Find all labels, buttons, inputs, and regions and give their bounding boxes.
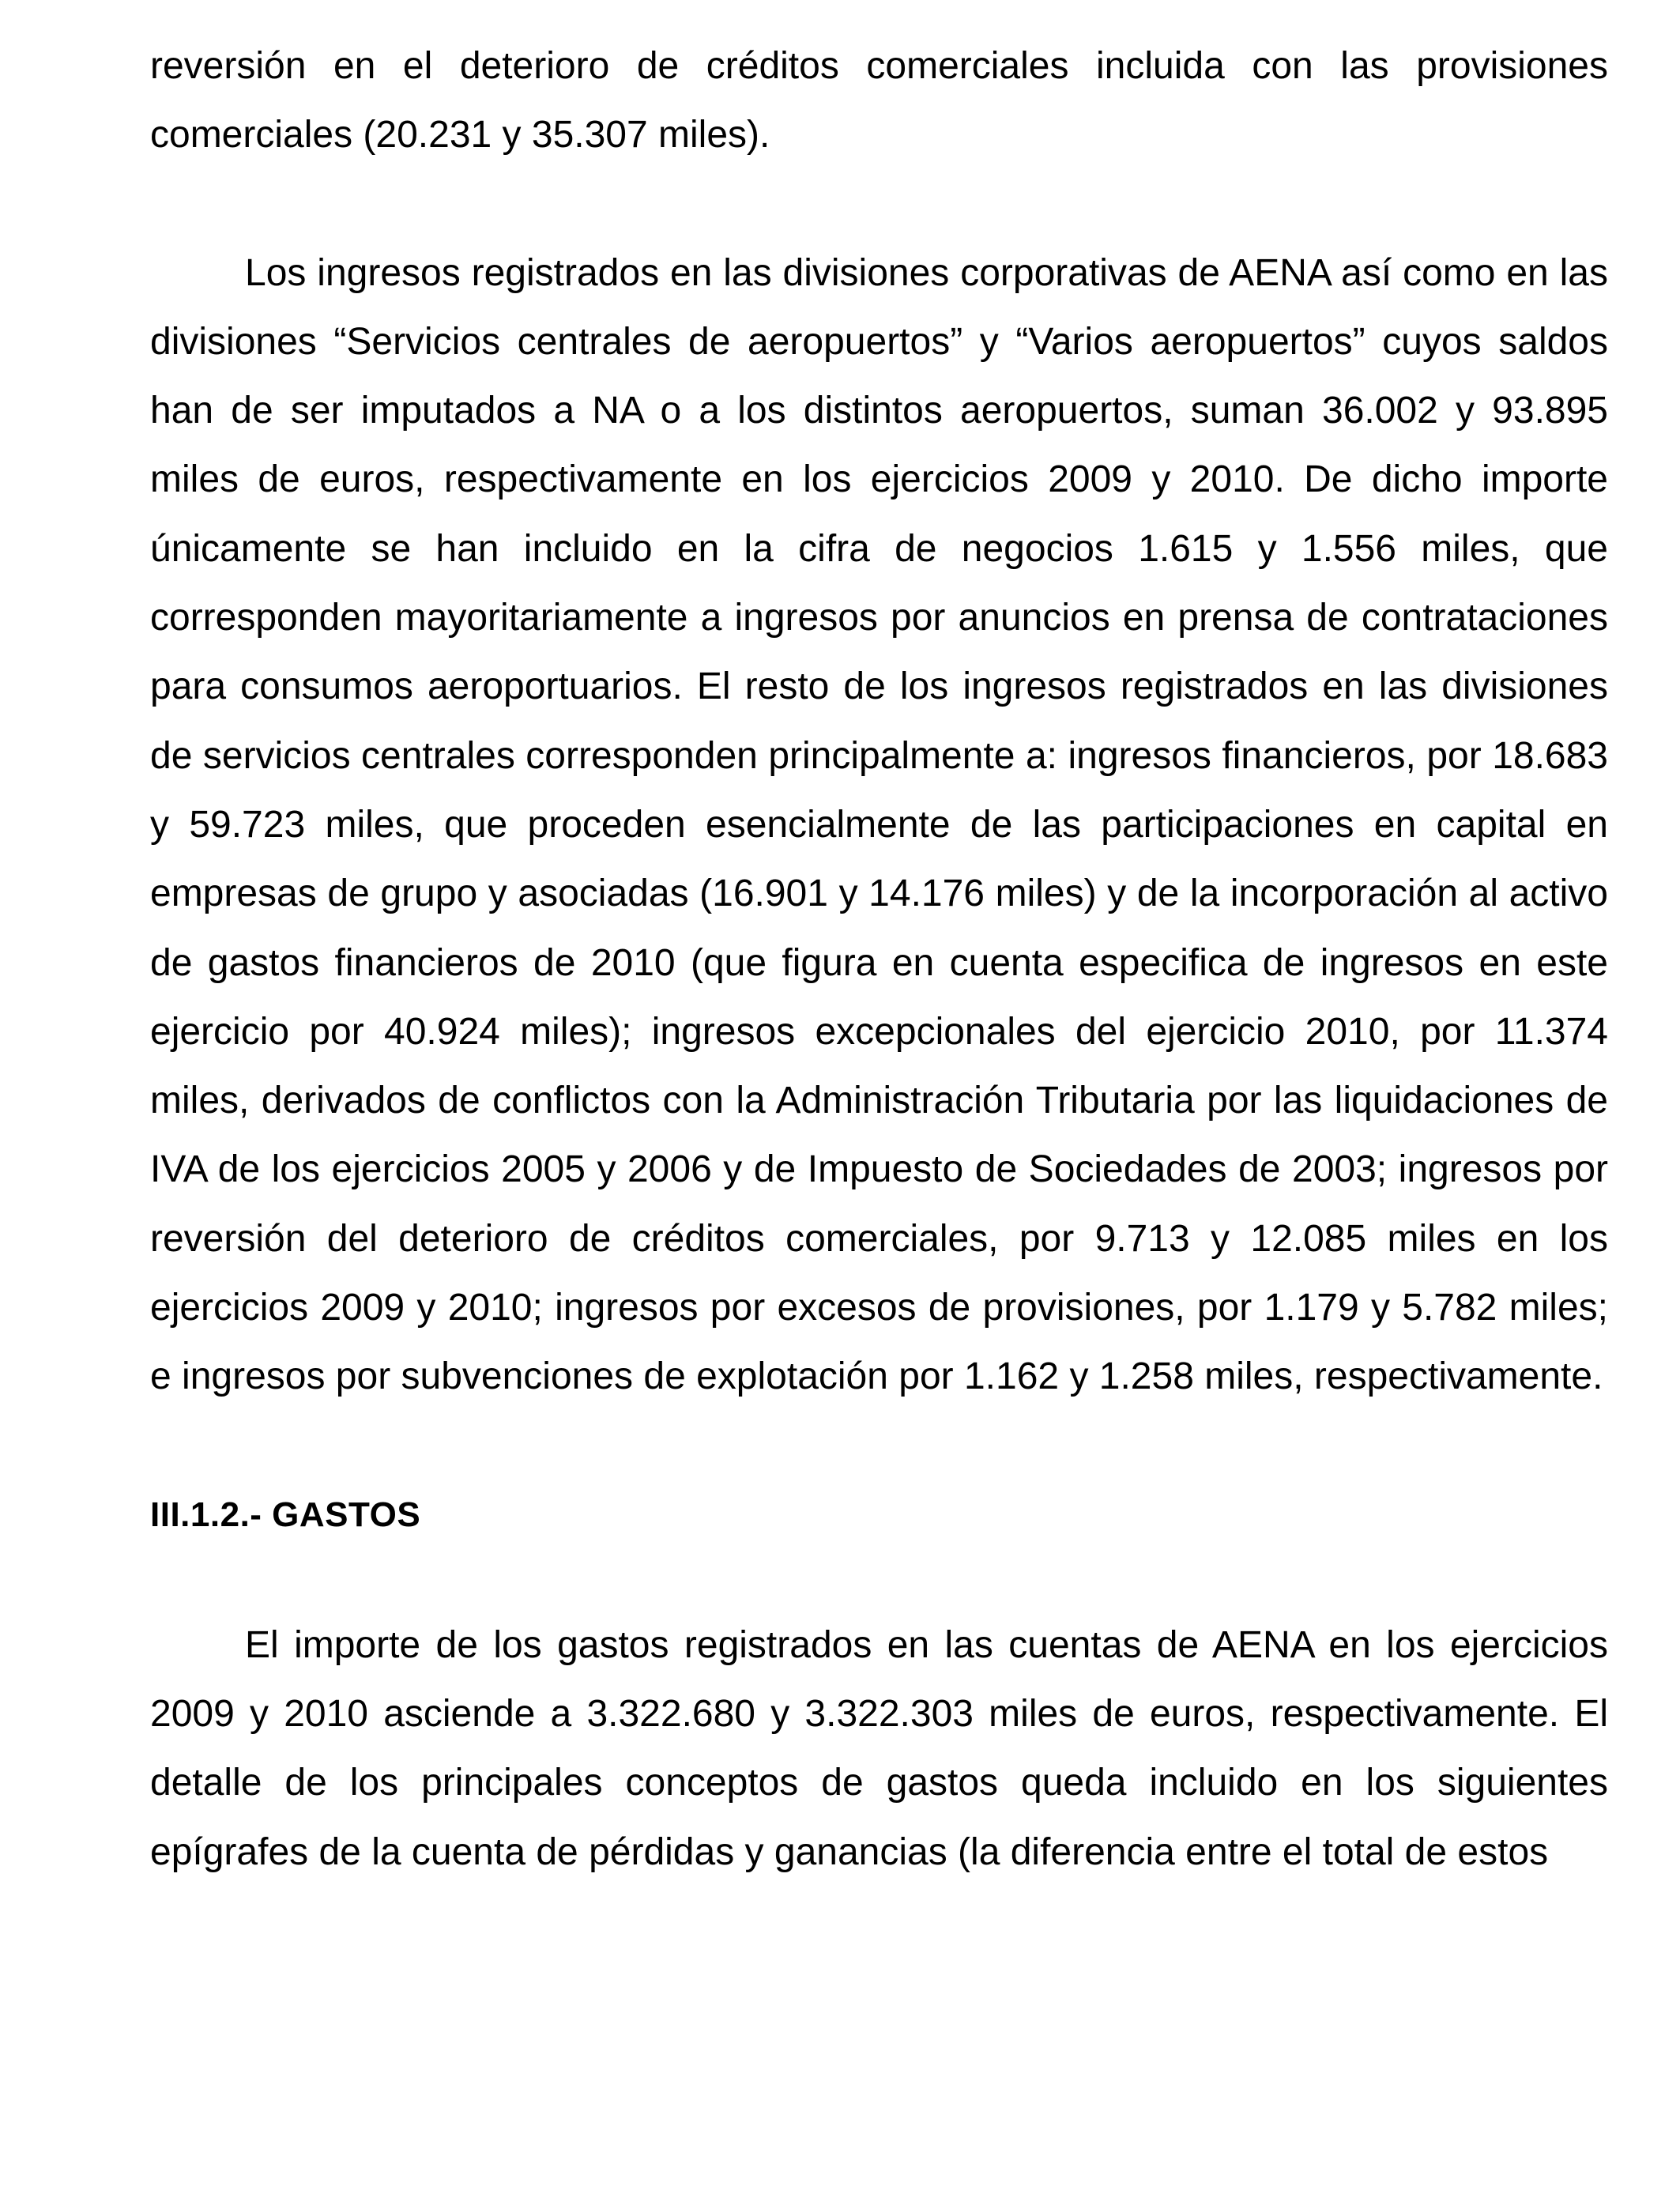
paragraph-spacer [150,1549,1608,1611]
paragraph-continuation: reversión en el deterioro de créditos comerciales incluida con las provisiones comerciales (20.231 y 35.307 miles). [150,45,1608,156]
paragraph-ingresos: Los ingresos registrados en las divisiones corporativas de AENA así como en las divisiones “Servicios centrales de aeropuertos” y “Varios aeropuertos” cuyos saldos han de ser imputados a NA o a los distintos aeropuertos, suman 36.002 y 93.895 miles de euros, respectivamente en los ejercicios 2009 y 2010. De dicho importe únicamente se han incluido en la cifra de negocios 1.615 y 1.556 miles, que corresponden mayoritariamente a ingresos por anuncios en prensa de contrataciones para consumos aeroportuarios. El resto de los ingresos registrados en las divisiones de servicios centrales corresponden principalmente a: ingresos financieros, por 18.683 y 59.723 miles, que proceden esencialmente de las participaciones en capital en empresas de grupo y asociadas (16.901 y 14.176 miles) y de la incorporación al activo de gastos financieros de 2010 (que figura en cuenta especifica de ingresos en este ejercicio por 40.924 miles); ingresos excepcionales del ejercicio 2010, por 11.374 miles, derivados de conflictos con la Administración Tributaria por las liquidaciones de IVA de los ejercicios 2005 y 2006 y de Impuesto de Sociedades de 2003; ingresos por reversión del deterioro de créditos comerciales, por 9.713 y 12.085 miles en los ejercicios 2009 y 2010; ingresos por excesos de provisiones, por 1.179 y 5.782 miles; e ingresos por subvenciones de explotación por 1.162 y 1.258 miles, respectivamente. [150,251,1608,1398]
paragraph-spacer [150,1412,1608,1480]
paragraph-spacer [150,170,1608,239]
document-page [150,32,1608,1887]
section-heading: III.1.2.- GASTOS [150,1495,421,1534]
paragraph-gastos: El importe de los gastos registrados en las cuentas de AENA en los ejercicios 2009 y 2010 asciende a 3.322.680 y 3.322.303 miles de euros, respectivamente. El detalle de los principales conceptos de gastos queda incluido en los siguientes epígrafes de la cuenta de pérdidas y ganancias (la diferencia entre el total de estos [150,1623,1608,1873]
